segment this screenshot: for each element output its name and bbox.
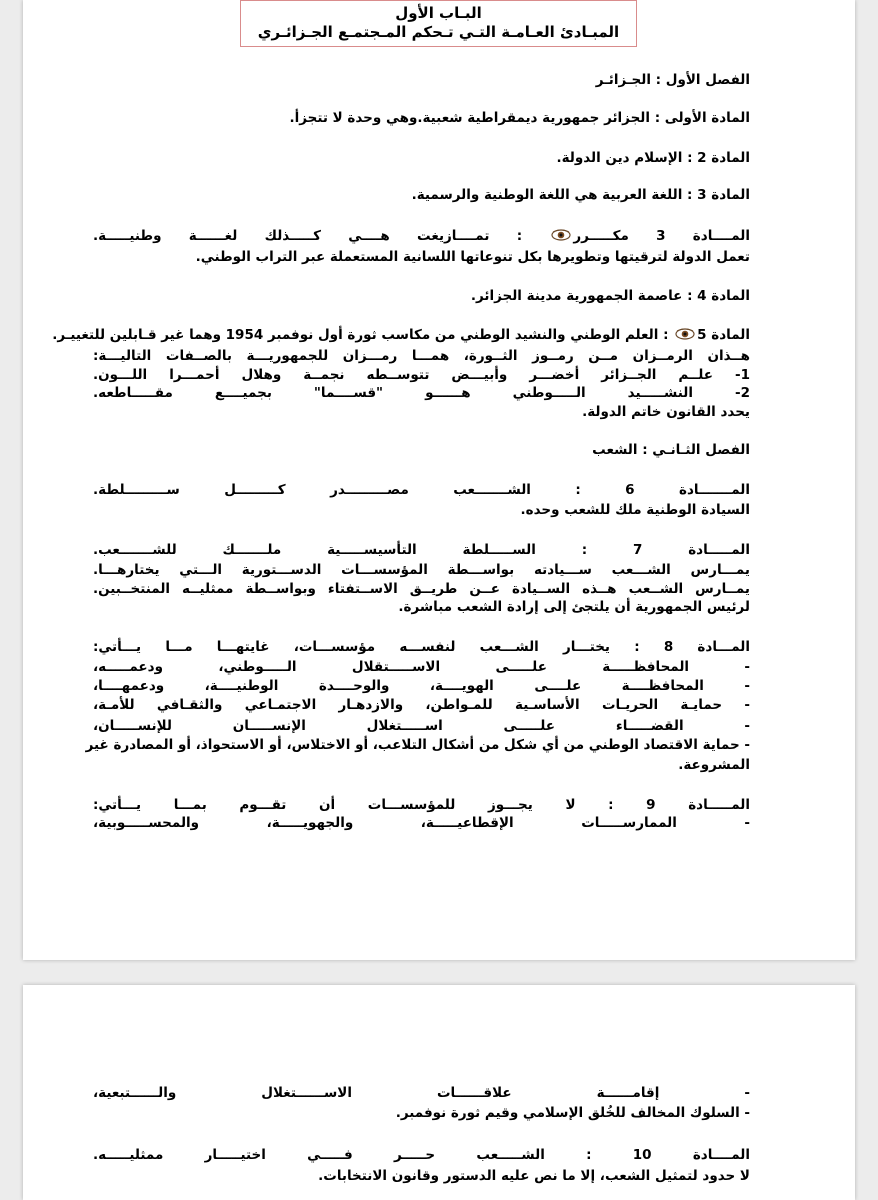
text-line: المادة 5 : العلم الوطني والنشيد الوطني من مكاسب ثورة أول نوفمبر 1954 وهما غير قـابلين للتغييـر. <box>52 327 750 343</box>
text-line: المــــادة 3 مكـــــرر : تمــــازيغت هــــي كـــــذلك لغــــــة وطنيـــــة. <box>93 228 750 244</box>
text-line: يحدد القانون خاتم الدولة. <box>582 404 750 420</box>
text-line: - حماية الاقتصاد الوطني من أي شكل من أشكال التلاعب، أو الاختلاس، أو الاستحواذ، أو المصادرة غير <box>85 737 750 753</box>
text-line: المــــادة 10 : الشـــــعب حـــــر فـــــي اختيـــــار ممثليـــــه. <box>93 1147 750 1163</box>
text-line: المادة 4 : عاصمة الجمهورية مدينة الجزائر. <box>470 288 750 304</box>
chapter-title: البـاب الأول <box>395 4 482 22</box>
eye-emoji-icon <box>551 229 571 241</box>
text-line: - القضـــــاء علـــــى اســـــتغلال الإنســـــان للإنســـــان، <box>93 718 750 734</box>
text-line: المادة 3 : اللغة العربية هي اللغة الوطنية والرسمية. <box>411 187 750 203</box>
text-line: المادة 2 : الإسلام دين الدولة. <box>556 150 750 166</box>
text-line: الفصل الأول : الجـزائـر <box>595 72 750 88</box>
chapter-title-box <box>240 0 637 47</box>
text-line: لا حدود لتمثيل الشعب، إلا ما نص عليه الدستور وقانون الانتخابات. <box>318 1168 750 1184</box>
text-line: المشروعة. <box>678 757 750 773</box>
text-line: المـــادة 8 : يختـــار الشـــعب لنفســـه مؤسســـات، غايتهـــا مـــا يـــأتي: <box>93 639 750 655</box>
eye-emoji-icon <box>675 328 695 340</box>
text-line: - السلوك المخالف للخُلق الإسلامي وقيم ثورة نوفمبر. <box>395 1105 750 1121</box>
text-line: 1- علــم الجــزائر أخضـــر وأبيـــض تتوســطه نجمــة وهلال أحمـــرا اللـــون. <box>93 367 750 383</box>
text-line: السيادة الوطنية ملك للشعب وحده. <box>520 502 750 518</box>
text-line: الفصل الثـانـي : الشعب <box>592 442 750 458</box>
text-line: - الممارســـــات الإقطاعيـــــة، والجهويـــــة، والمحســـــوبية، <box>93 815 750 831</box>
text-line: يمـــارس الشـــعب ســـيادته بواســـطة المؤسســـات الدســـتورية الـــتي يختارهـــا. <box>93 562 750 578</box>
text-line: لرئيس الجمهورية أن يلتجئ إلى إرادة الشعب مباشرة. <box>398 599 750 615</box>
text-line: المـــــــادة 6 : الشـــــــعب مصـــــــــدر كـــــــــل ســـــــــلطة. <box>93 482 751 498</box>
document-page-1 <box>23 0 855 960</box>
document-page-2 <box>23 985 855 1200</box>
text-line: المادة الأولى : الجزائر جمهورية ديمقراطية شعبية.وهي وحدة لا تتجزأ. <box>289 110 750 126</box>
text-line: 2- النشـــــيد الـــــوطني هــــــو "قســــما" بجميــــع مقـــــاطعه. <box>93 385 750 401</box>
text-line: - حمايـة الحريـات الأساسـية للمـواطن، والازدهـار الاجتمـاعي والثقـافي للأمـة، <box>93 697 750 713</box>
text-line: المـــــادة 7 : الســـــلطة التأسيســـــية ملـــــــك للشـــــــعب. <box>93 542 750 558</box>
text-line: المـــــادة 9 : لا يجـــوز للمؤسســـات أن تقـــوم بمـــا يـــأتي: <box>93 797 750 813</box>
text-line: - المحافظــــة علــــى الهويــــة، والوحــــدة الوطنيــــة، ودعمهــــا، <box>93 678 750 694</box>
text-line: يمــارس الشــعب هــذه الســيادة عــن طريــق الاســتفتاء وبواســطة ممثليــه المنتخــبين. <box>93 581 750 597</box>
text-line: هــذان الرمــزان مــن رمــوز الثــورة، همـــا رمـــزان للجمهوريـــة بالصــفات التاليـــة: <box>93 348 750 364</box>
text-line: - إقامــــــة علاقــــــات الاســــــتغلال والــــــتبعية، <box>93 1085 750 1101</box>
text-line: تعمل الدولة لترقيتها وتطويرها بكل تنوعاتها اللسانية المستعملة عبر التراب الوطني. <box>195 249 750 265</box>
chapter-subtitle: المبـادئ العـامـة التـي تـحكم المـجتمـع الجـزائـري <box>257 23 620 41</box>
text-line: - المحافظـــــة علـــــى الاســـــتقلال الـــــوطني، ودعمـــــه، <box>93 659 750 675</box>
